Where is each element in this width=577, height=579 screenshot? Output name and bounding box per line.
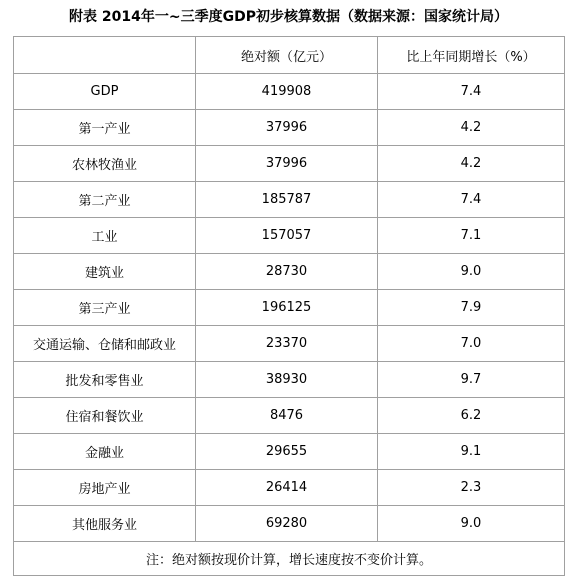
table-row [14, 434, 565, 470]
table-title: 附表 2014年一~三季度GDP初步核算数据（数据来源：国家统计局） [69, 9, 508, 25]
row-growth-cell: 9.0 [378, 254, 565, 290]
row-absolute-cell: 23370 [196, 326, 378, 362]
row-name-cell: 第一产业 [14, 110, 196, 146]
row-name-cell: 第三产业 [14, 290, 196, 326]
row-absolute-cell: 28730 [196, 254, 378, 290]
row-name-cell: 第二产业 [14, 182, 196, 218]
row-absolute-cell: 38930 [196, 362, 378, 398]
table-row [14, 362, 565, 398]
row-name-cell: 批发和零售业 [14, 362, 196, 398]
row-absolute-cell: 69280 [196, 506, 378, 542]
row-growth-cell: 7.4 [378, 74, 565, 110]
table-row [14, 398, 565, 434]
row-growth-cell: 9.0 [378, 506, 565, 542]
row-growth-cell: 4.2 [378, 110, 565, 146]
row-growth-cell: 7.0 [378, 326, 565, 362]
table-row [14, 290, 565, 326]
row-growth-cell: 6.2 [378, 398, 565, 434]
row-absolute-cell: 26414 [196, 470, 378, 506]
table-row [14, 110, 565, 146]
table-row [14, 74, 565, 110]
row-name-cell: 工业 [14, 218, 196, 254]
row-name-cell: 住宿和餐饮业 [14, 398, 196, 434]
table-row [14, 182, 565, 218]
row-growth-cell: 7.4 [378, 182, 565, 218]
row-name-cell: 金融业 [14, 434, 196, 470]
row-growth-cell: 2.3 [378, 470, 565, 506]
row-name-cell: 交通运输、仓储和邮政业 [14, 326, 196, 362]
table-row [14, 506, 565, 542]
row-name-cell: 建筑业 [14, 254, 196, 290]
row-growth-cell: 9.7 [378, 362, 565, 398]
header-cell-growth: 比上年同期增长（%） [378, 37, 565, 74]
gdp-data-table [13, 36, 565, 576]
row-name-cell: GDP [14, 74, 196, 110]
note-row [14, 542, 565, 576]
table-note: 注：绝对额按现价计算，增长速度按不变价计算。 [14, 542, 565, 576]
table-row [14, 470, 565, 506]
row-absolute-cell: 196125 [196, 290, 378, 326]
row-growth-cell: 7.9 [378, 290, 565, 326]
table-row [14, 218, 565, 254]
header-cell-absolute: 绝对额（亿元） [196, 37, 378, 74]
row-absolute-cell: 8476 [196, 398, 378, 434]
header-cell-item [14, 37, 196, 74]
row-absolute-cell: 419908 [196, 74, 378, 110]
row-absolute-cell: 37996 [196, 110, 378, 146]
row-name-cell: 房地产业 [14, 470, 196, 506]
row-name-cell: 农林牧渔业 [14, 146, 196, 182]
row-absolute-cell: 37996 [196, 146, 378, 182]
table-row [14, 254, 565, 290]
row-absolute-cell: 29655 [196, 434, 378, 470]
table-header-row [14, 37, 565, 74]
row-growth-cell: 4.2 [378, 146, 565, 182]
row-absolute-cell: 185787 [196, 182, 378, 218]
table-row [14, 146, 565, 182]
table-row [14, 326, 565, 362]
row-growth-cell: 7.1 [378, 218, 565, 254]
row-growth-cell: 9.1 [378, 434, 565, 470]
row-name-cell: 其他服务业 [14, 506, 196, 542]
row-absolute-cell: 157057 [196, 218, 378, 254]
